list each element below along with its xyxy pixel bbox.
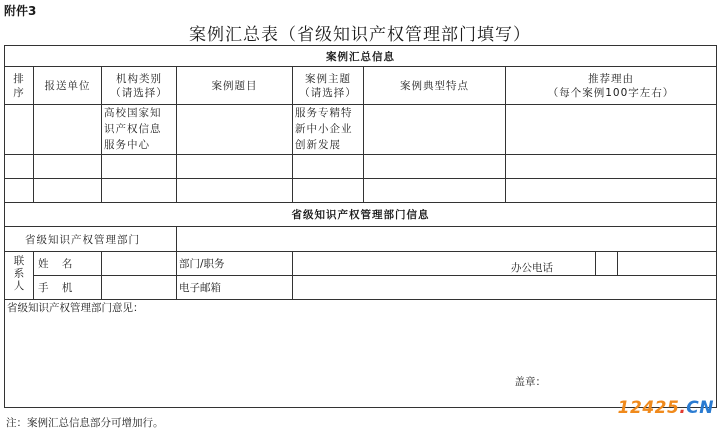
email-label: 电子邮箱 (177, 276, 293, 300)
seq-cell[interactable] (5, 105, 34, 155)
seq-cell[interactable] (5, 179, 34, 203)
case-section-heading: 案例汇总信息 (5, 46, 717, 67)
category-select-cell[interactable]: 高校国家知 识产权信息 服务中心 (102, 105, 177, 155)
site-watermark: 12425.CN (617, 398, 714, 418)
reason-cell[interactable] (506, 155, 717, 179)
case-title-cell[interactable] (177, 179, 293, 203)
features-cell[interactable] (364, 105, 506, 155)
theme-select-cell[interactable] (293, 179, 364, 203)
col-category-header: 机构类别 （请选择） (102, 67, 177, 105)
case-title-cell[interactable] (177, 155, 293, 179)
col-features-header: 案例典型特点 (364, 67, 506, 105)
opinion-box[interactable] (5, 300, 717, 408)
unit-cell[interactable] (34, 179, 102, 203)
table-row (5, 179, 717, 203)
table-row (5, 155, 717, 179)
col-reason-header: 推荐理由 （每个案例100字左右） (506, 67, 717, 105)
opinion-label: 省级知识产权管理部门意见： (7, 302, 144, 314)
dept-section-heading: 省级知识产权管理部门信息 (5, 203, 717, 227)
case-title-cell[interactable] (177, 105, 293, 155)
category-select-cell[interactable] (102, 155, 177, 179)
case-summary-table (4, 45, 717, 408)
footnote: 注：案例汇总信息部分可增加行。 (6, 417, 164, 429)
dept-post-label: 部门/职务 (177, 252, 293, 276)
contact-person-label: 联系人 (5, 252, 34, 300)
category-select-cell[interactable] (102, 179, 177, 203)
seq-cell[interactable] (5, 155, 34, 179)
reason-cell[interactable] (506, 105, 717, 155)
features-cell[interactable] (364, 155, 506, 179)
office-phone-value-cell[interactable] (618, 252, 717, 276)
dept-label: 省级知识产权管理部门 (5, 227, 177, 252)
dept-value-cell[interactable] (177, 227, 717, 252)
mobile-label: 手 机 (34, 276, 102, 300)
theme-select-cell[interactable] (293, 155, 364, 179)
attachment-label: 附件3 (4, 4, 37, 18)
office-phone-text: 办公电话 (511, 262, 553, 274)
col-unit-header: 报送单位 (34, 67, 102, 105)
name-label: 姓 名 (34, 252, 102, 276)
table-row (5, 105, 717, 155)
unit-cell[interactable] (34, 105, 102, 155)
email-value-cell[interactable] (293, 276, 717, 300)
name-value-cell[interactable] (102, 252, 177, 276)
reason-cell[interactable] (506, 179, 717, 203)
unit-cell[interactable] (34, 155, 102, 179)
features-cell[interactable] (364, 179, 506, 203)
mobile-value-cell[interactable] (102, 276, 177, 300)
col-case-title-header: 案例题目 (177, 67, 293, 105)
col-seq-header: 排 序 (5, 67, 34, 105)
page-title: 案例汇总表（省级知识产权管理部门填写） (189, 25, 531, 45)
stamp-label: 盖章： (514, 376, 547, 388)
office-phone-label (596, 252, 618, 276)
col-theme-header: 案例主题 （请选择） (293, 67, 364, 105)
theme-select-cell[interactable]: 服务专精特 新中小企业 创新发展 (293, 105, 364, 155)
